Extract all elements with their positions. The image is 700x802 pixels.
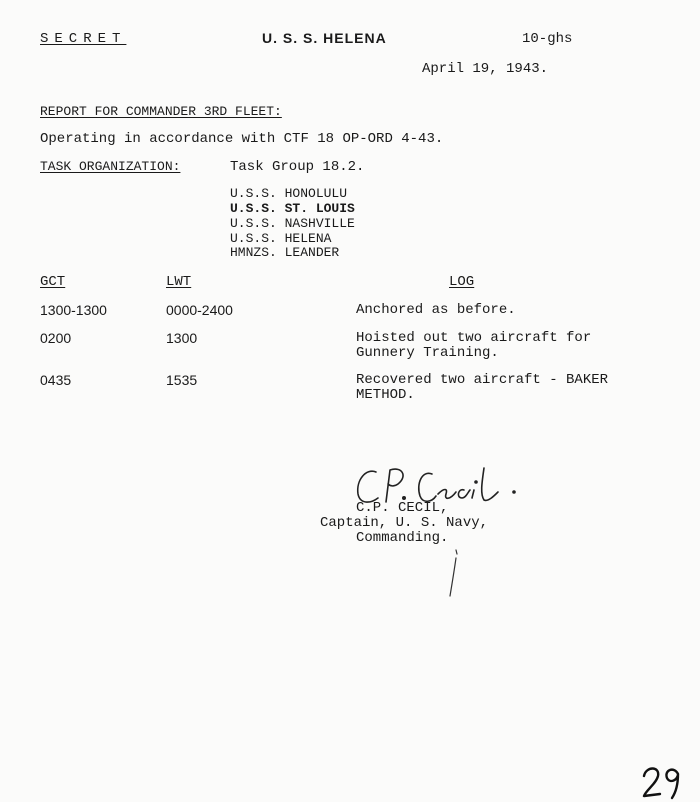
pencil-mark xyxy=(444,548,464,600)
log-row-entry-continued: Gunnery Training. xyxy=(356,345,499,361)
log-row-lwt: 1535 xyxy=(166,372,198,388)
handwritten-page-number xyxy=(640,762,686,800)
ship-list-item: HMNZS. LEANDER xyxy=(230,245,340,260)
signatory-role: Commanding. xyxy=(356,530,449,546)
reference-code: 10-ghs xyxy=(522,31,573,47)
classification-label: SECRET xyxy=(40,31,127,47)
log-row-gct: 0435 xyxy=(40,372,72,388)
log-row-entry: Recovered two aircraft - BAKER xyxy=(356,372,609,388)
report-date: April 19, 1943. xyxy=(422,61,549,77)
log-row-gct: 1300-1300 xyxy=(40,302,107,318)
task-group: Task Group 18.2. xyxy=(230,159,365,175)
ship-list-item: U.S.S. HELENA xyxy=(230,231,332,246)
report-title: REPORT FOR COMMANDER 3RD FLEET: xyxy=(40,104,282,119)
lwt-column-header: LWT xyxy=(166,274,192,290)
ship-name-heading: U. S. S. HELENA xyxy=(262,30,387,46)
ship-list-item: U.S.S. ST. LOUIS xyxy=(230,201,355,216)
log-row-gct: 0200 xyxy=(40,330,72,346)
task-organization-label: TASK ORGANIZATION: xyxy=(40,159,181,174)
log-column-header: LOG xyxy=(449,274,475,290)
gct-column-header: GCT xyxy=(40,274,66,290)
log-row-entry: Hoisted out two aircraft for xyxy=(356,330,592,346)
operating-line: Operating in accordance with CTF 18 OP-ORD 4-43. xyxy=(40,131,444,147)
ship-list-item: U.S.S. NASHVILLE xyxy=(230,216,355,231)
log-row-entry-continued: METHOD. xyxy=(356,387,415,403)
signatory-name: C.P. CECIL, xyxy=(356,500,449,516)
log-row-lwt: 1300 xyxy=(166,330,198,346)
signatory-title: Captain, U. S. Navy, xyxy=(320,515,489,531)
log-row-lwt: 0000-2400 xyxy=(166,302,233,318)
log-row-entry: Anchored as before. xyxy=(356,302,516,318)
ship-list-item: U.S.S. HONOLULU xyxy=(230,186,348,201)
